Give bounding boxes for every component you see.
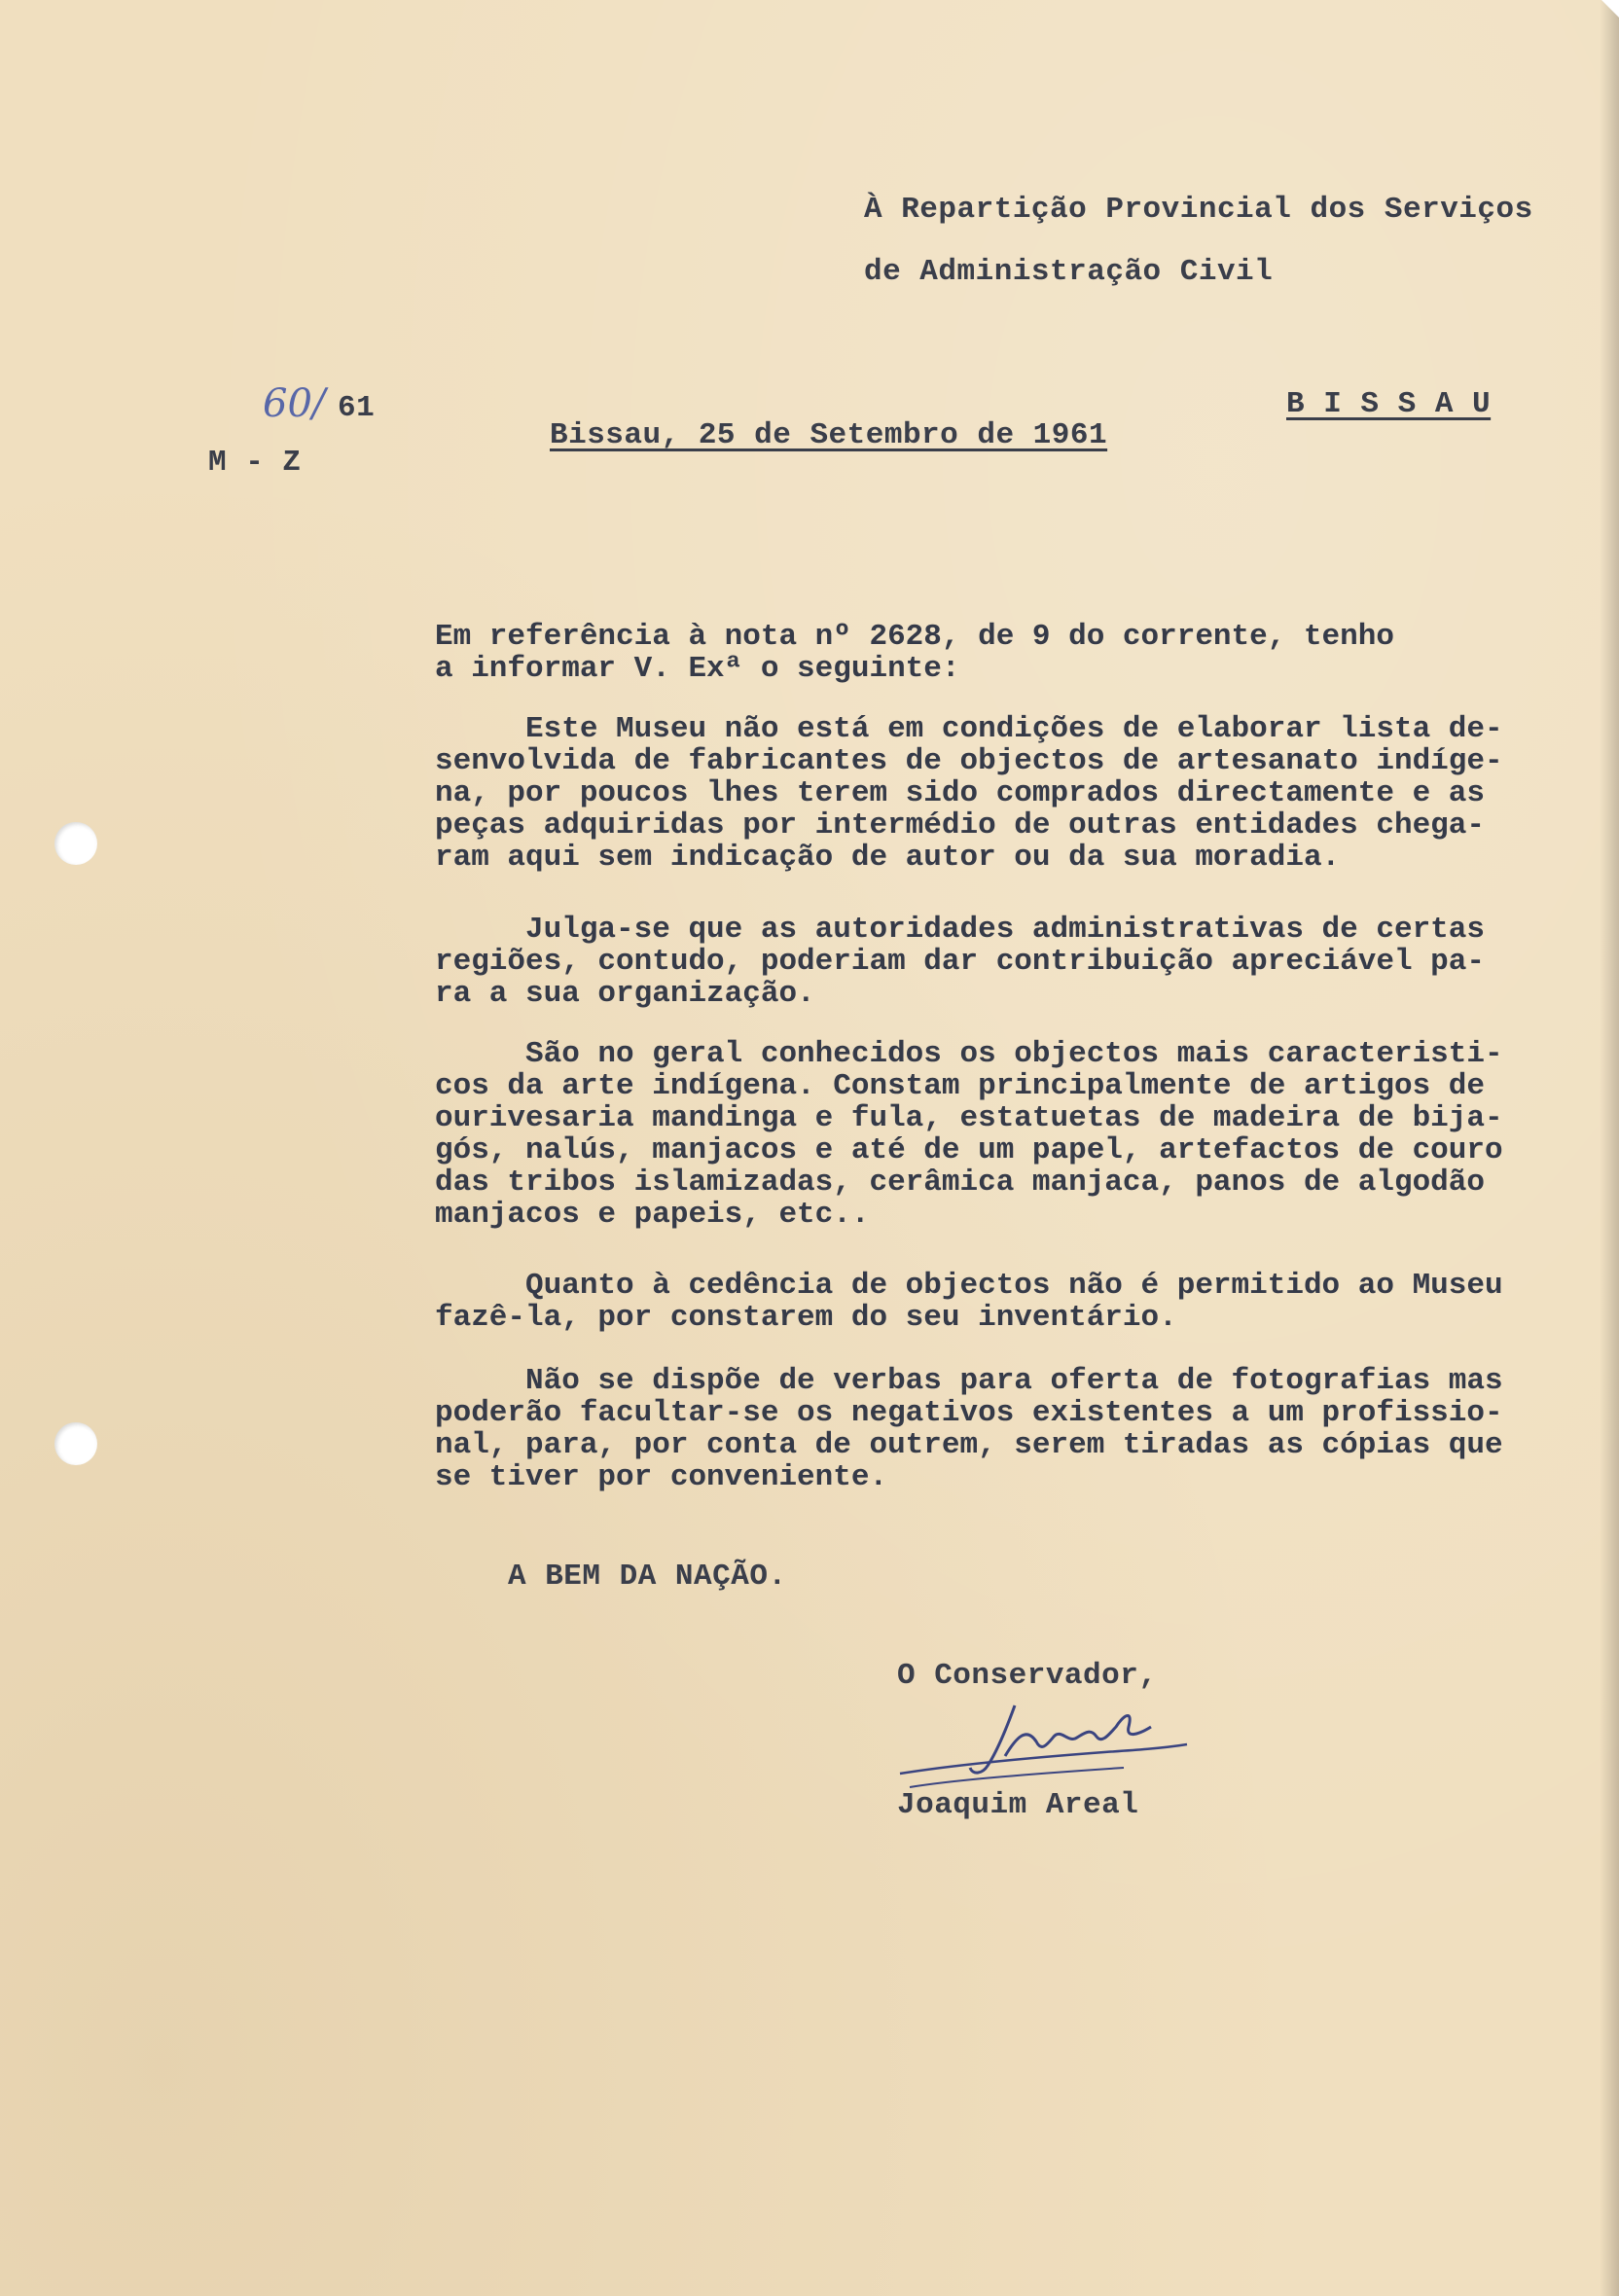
recipient-city: B I S S A U (1286, 387, 1492, 421)
signatory-name: Joaquim Areal (897, 1788, 1139, 1822)
handwritten-reference-number: 60/ (263, 381, 326, 426)
recipient-line-1: À Repartição Provincial dos Serviços (864, 193, 1533, 227)
handwritten-signature (890, 1698, 1202, 1795)
page-edge-shadow (1600, 0, 1619, 2296)
recipient-line-2: de Administração Civil (864, 255, 1274, 289)
signatory-title: O Conservador, (897, 1659, 1158, 1693)
reference-number: 61 (338, 391, 376, 425)
paragraph-cession: Quanto à cedência de objectos não é permitido ao Museu fazê-la, por constarem do seu inventário. (435, 1269, 1503, 1335)
punch-hole-upper (54, 822, 97, 865)
paragraph-photographs: Não se dispõe de verbas para oferta de fotografias mas poderão facultar-se os negativos existentes a um profissio- nal, para, por conta de outrem, serem tiradas as cópias que se tiver por conveniente. (435, 1364, 1503, 1494)
reference-code: M - Z (208, 446, 302, 480)
punch-hole-lower (54, 1422, 97, 1465)
paragraph-objects: São no geral conhecidos os objectos mais caracteristi- cos da arte indígena. Constam principalmente de artigos de ourivesaria mandinga e fula, estatuetas de madeira de bija- gós, nalús, manjacos e até de um papel, artefactos de couro das tribos islamizadas, cerâmica manjaca, panos de algodão manjacos e papeis, etc.. (435, 1037, 1503, 1232)
paragraph-authorities: Julga-se que as autoridades administrativas de certas regiões, contudo, poderiam dar contribuição apreciável pa- ra a sua organização. (435, 913, 1485, 1011)
letter-date: Bissau, 25 de Setembro de 1961 (550, 418, 1108, 452)
closing-salutation: A BEM DA NAÇÃO. (508, 1560, 787, 1594)
paragraph-intro: Em referência à nota nº 2628, de 9 do corrente, tenho a informar V. Exª o seguinte: (435, 620, 1394, 686)
page-corner-fold (1601, 0, 1619, 18)
paragraph-museum-list: Este Museu não está em condições de elaborar lista de- senvolvida de fabricantes de objectos de artesanato indíge- na, por poucos lhes terem sido comprados directamente e as peças adquiridas por intermédio de outras entidades chega- ram aqui sem indicação de autor ou da sua moradia. (435, 712, 1503, 875)
